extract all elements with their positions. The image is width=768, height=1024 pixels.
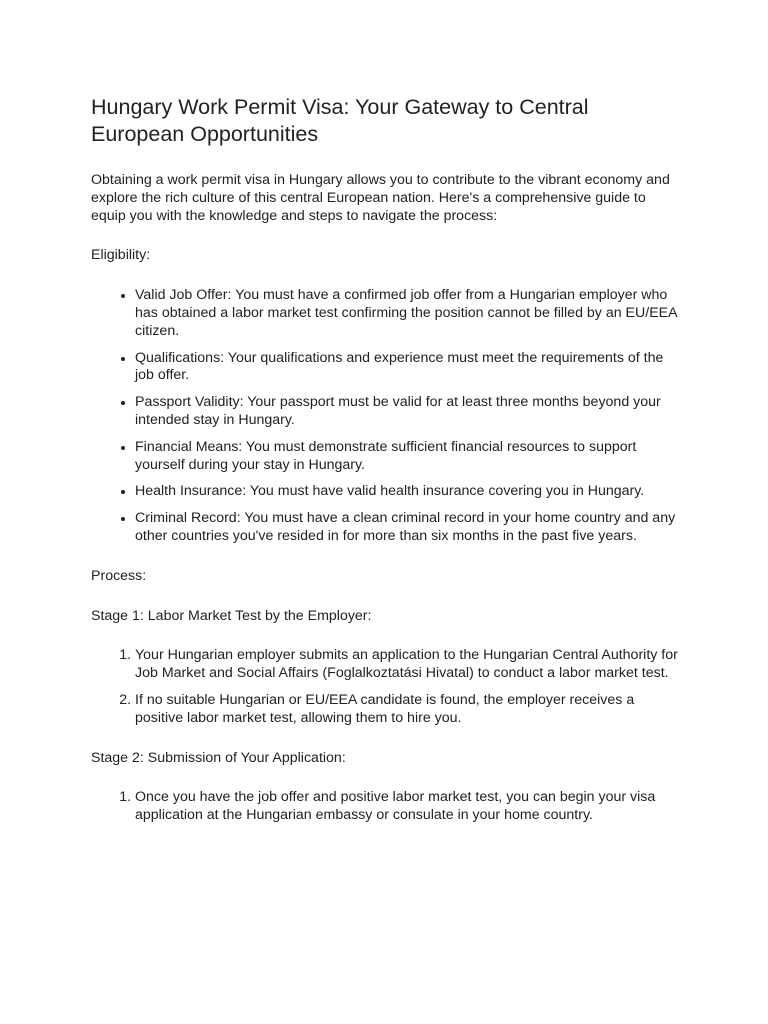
process-heading: Process:: [91, 567, 147, 584]
eligibility-heading: Eligibility:: [91, 247, 151, 264]
document-page: [91, 94, 681, 847]
stage1-list: [91, 647, 681, 727]
list-item: 2. If no suitable Hungarian or EU/EEA candidate is found, the employer receives a positive labor market test, allowing them to hire you.: [135, 692, 681, 728]
list-item: • Criminal Record: You must have a clean criminal record in your home country and any other countries you've resided in for more than six months in the past five years.: [135, 510, 681, 546]
list-item: • Health Insurance: You must have valid health insurance covering you in Hungary.: [135, 483, 681, 501]
list-item: • Valid Job Offer: You must have a confirmed job offer from a Hungarian employer who has obtained a labor market test confirming the position cannot be filled by an EU/EEA citizen.: [135, 287, 681, 340]
stage2-list: [91, 789, 681, 825]
intro-paragraph: Obtaining a work permit visa in Hungary allows you to contribute to the vibrant economy and explore the rich culture of this central European nation. Here's a comprehensive guide to equip you with the knowledge and steps to navigate the process:: [91, 172, 670, 224]
page-title: Hungary Work Permit Visa: Your Gateway to Central European Opportunities: [91, 95, 589, 146]
list-item: • Qualifications: Your qualifications and experience must meet the requirements of the job offer.: [135, 350, 681, 386]
list-item: 1. Your Hungarian employer submits an application to the Hungarian Central Authority for Job Market and Social Affairs (Foglalkoztatási Hivatal) to conduct a labor market test.: [135, 647, 681, 683]
list-item: • Passport Validity: Your passport must be valid for at least three months beyond your intended stay in Hungary.: [135, 394, 681, 430]
stage2-heading: Stage 2: Submission of Your Application:: [91, 749, 346, 766]
eligibility-list: [91, 287, 681, 546]
list-item: 1. Once you have the job offer and positive labor market test, you can begin your visa application at the Hungarian embassy or consulate in your home country.: [135, 789, 681, 825]
stage1-heading: Stage 1: Labor Market Test by the Employer:: [91, 607, 372, 624]
list-item: • Financial Means: You must demonstrate sufficient financial resources to support yourself during your stay in Hungary.: [135, 439, 681, 475]
